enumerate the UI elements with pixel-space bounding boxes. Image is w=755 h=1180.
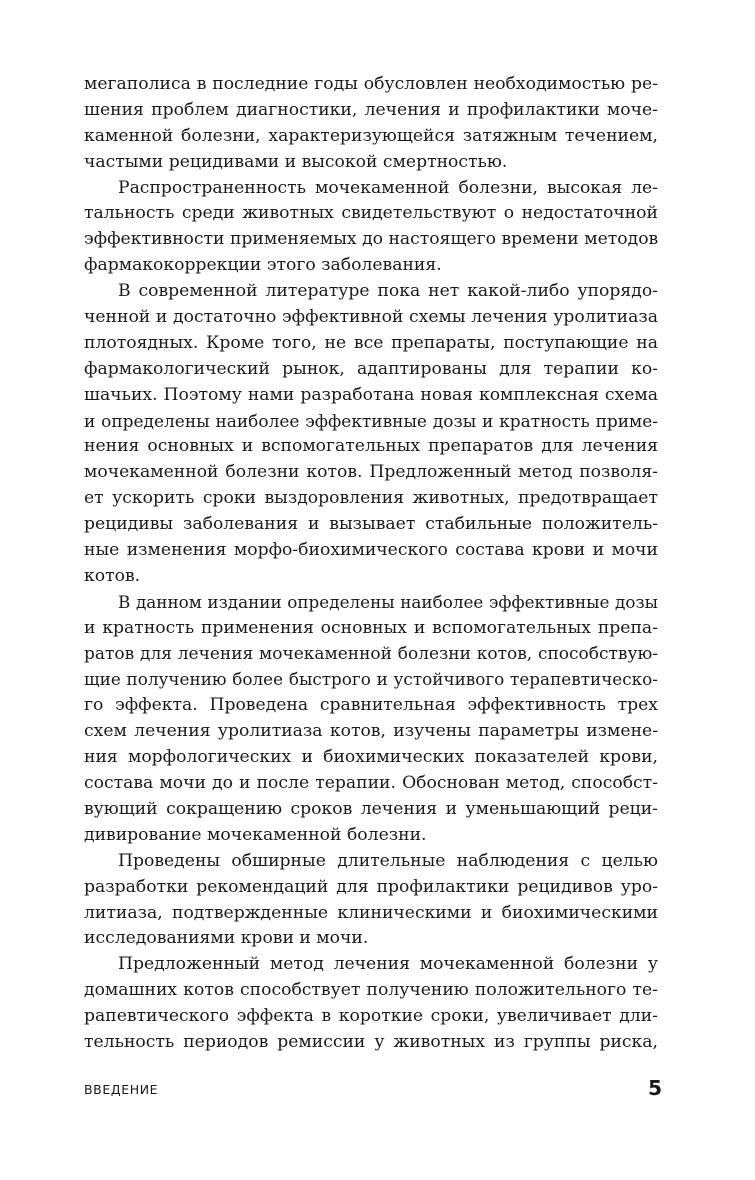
text-line: каменной болезни, характеризующейся затяжным течением, <box>84 125 658 146</box>
text-line: ченной и достаточно эффективной схемы лечения уролитиаза <box>84 307 658 328</box>
text-line: дивирование мочекаменной болезни. <box>84 824 427 845</box>
paragraph <box>84 279 658 590</box>
text-line: исследованиями крови и мочи. <box>84 928 369 949</box>
running-head: ВВЕДЕНИЕ <box>84 1082 159 1097</box>
text-line: В данном издании определены наиболее эффективные дозы <box>118 591 658 612</box>
text-line: разработки рекомендаций для профилактики рецидивов уро- <box>84 876 658 897</box>
paragraph <box>84 72 658 176</box>
text-line: Проведены обширные длительные наблюдения с целью <box>118 850 658 871</box>
text-line: состава мочи до и после терапии. Обоснован метод, способст- <box>84 773 658 794</box>
text-line: Предложенный метод лечения мочекаменной болезни у <box>118 954 658 975</box>
text-line: фармакологический рынок, адаптированы для терапии ко- <box>84 358 658 379</box>
text-line: вующий сокращению сроков лечения и уменьшающий реци- <box>84 798 658 819</box>
page-number: 5 <box>648 1076 662 1100</box>
text-line: го эффекта. Проведена сравнительная эффективность трех <box>84 695 658 716</box>
text-line: ные изменения морфо-биохимического состава крови и мочи <box>84 540 658 561</box>
text-line: В современной литературе пока нет какой-либо упорядо- <box>118 281 658 302</box>
text-line: литиаза, подтвержденные клиническими и биохимическими <box>84 902 658 923</box>
text-line: эффективности применяемых до настоящего времени методов <box>84 229 659 250</box>
text-line: рецидивы заболевания и вызывает стабильные положитель- <box>84 514 658 535</box>
text-line: фармакокоррекции этого заболевания. <box>84 255 442 276</box>
text-line: рапевтического эффекта в короткие сроки, увеличивает дли- <box>84 1006 658 1027</box>
paragraph <box>84 849 658 953</box>
text-line: нения основных и вспомогательных препаратов для лечения <box>84 436 658 457</box>
paragraph <box>84 952 658 1056</box>
text-line: Распространенность мочекаменной болезни, высокая ле- <box>118 177 658 198</box>
text-line: схем лечения уролитиаза котов, изучены параметры измене- <box>84 721 658 742</box>
text-line: шения проблем диагностики, лечения и профилактики моче- <box>84 99 658 120</box>
paragraph <box>84 590 658 849</box>
text-line: ет ускорить сроки выздоровления животных, предотвращает <box>84 488 658 509</box>
text-line: щие получению более быстрого и устойчивого терапевтическо- <box>84 669 658 690</box>
text-line: шачьих. Поэтому нами разработана новая комплексная схема <box>84 384 658 405</box>
text-line: частыми рецидивами и высокой смертностью. <box>84 151 508 172</box>
text-line: котов. <box>84 565 141 586</box>
text-line: и определены наиболее эффективные дозы и кратность приме- <box>84 410 658 431</box>
page-footer <box>84 1076 662 1104</box>
text-line: ратов для лечения мочекаменной болезни котов, способствую- <box>84 643 658 664</box>
text-line: мочекаменной болезни котов. Предложенный метод позволя- <box>84 462 658 483</box>
paragraph <box>84 176 658 280</box>
text-line: тельность периодов ремиссии у животных из группы риска, <box>84 1031 658 1052</box>
body-text <box>84 72 658 1056</box>
text-line: мегаполиса в последние годы обусловлен необходимостью ре- <box>84 74 658 94</box>
text-line: тальность среди животных свидетельствуют о недостаточной <box>84 203 658 224</box>
text-line: домашних котов способствует получению положительного те- <box>84 980 658 1001</box>
text-line: и кратность применения основных и вспомогательных препа- <box>84 617 658 638</box>
text-line: плотоядных. Кроме того, не все препараты, поступающие на <box>84 332 658 353</box>
text-line: ния морфологических и биохимических показателей крови, <box>84 747 658 768</box>
